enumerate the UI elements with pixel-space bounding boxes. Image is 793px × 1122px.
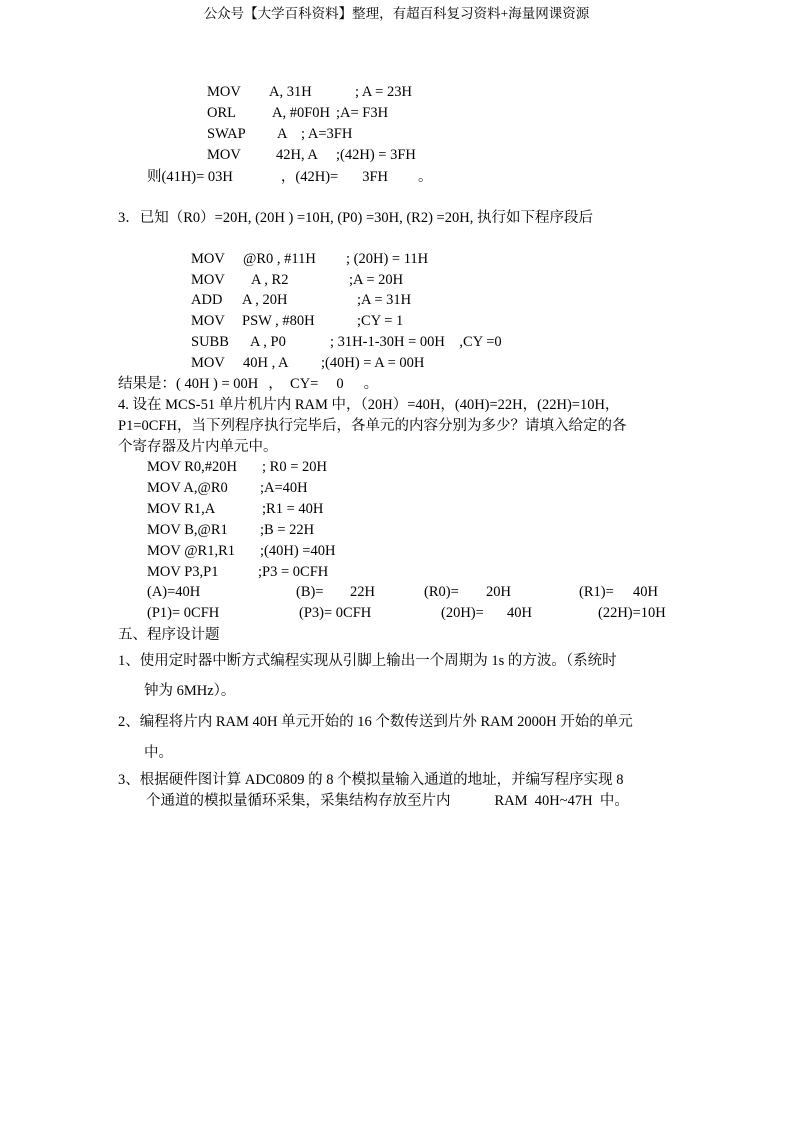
code-instr: MOV P3,P1 <box>147 564 219 580</box>
code-arg: A , P0 <box>250 334 286 350</box>
section5-item3-line2: 个通道的模拟量循环采集，采集结构存放至片内 RAM 40H~47H 中。 <box>146 793 629 809</box>
code-op: SWAP <box>207 126 246 142</box>
code-instr: MOV @R1,R1 <box>147 543 236 559</box>
code-comment: ;A = 20H <box>349 272 404 288</box>
code-op: MOV <box>207 147 241 163</box>
answer-r1-value: 40H <box>633 584 658 600</box>
section5-item1-line2: 钟为 6MHz）。 <box>144 683 236 699</box>
code-op: MOV <box>207 84 241 100</box>
code-comment: ;(42H) = 3FH <box>336 147 416 163</box>
q3-text: 3．已知（R0）=20H, (20H ) =10H, (P0) =30H, (R2) =20H, 执行如下程序段后 <box>118 210 593 226</box>
answer-22h: (22H)=10H <box>598 605 666 621</box>
code-comment: ; 31H-1-30H = 00H ,CY =0 <box>330 334 502 350</box>
answer-a: (A)=40H <box>147 584 201 600</box>
code-comment: ;A = 31H <box>357 292 412 308</box>
code-arg: A, 31H <box>269 84 312 100</box>
code-comment: ; A=3FH <box>301 126 353 142</box>
section5-item3-line1: 3、根据硬件图计算 ADC0809 的 8 个模拟量输入通道的地址，并编写程序实现 8 <box>118 772 624 788</box>
code-comment: ;B = 22H <box>260 522 315 538</box>
code-instr: MOV B,@R1 <box>147 522 228 538</box>
block1-result: 则(41H)= 03H ，(42H)= 3FH 。 <box>147 169 433 185</box>
code-op: MOV <box>191 272 225 288</box>
code-comment: ;CY = 1 <box>357 313 404 329</box>
q4-text-line2: P1=0CFH，当下列程序执行完毕后，各单元的内容分别为多少？请填入给定的各 <box>118 418 627 434</box>
section5-title: 五、程序设计题 <box>118 627 220 643</box>
code-arg: PSW , #80H <box>242 313 315 329</box>
answer-r1-label: (R1)= <box>579 584 614 600</box>
answer-b-value: 22H <box>350 584 375 600</box>
code-op: SUBB <box>191 334 229 350</box>
code-op: MOV <box>191 355 225 371</box>
answer-r0-value: 20H <box>486 584 511 600</box>
q4-text-line3: 个寄存器及片内单元中。 <box>118 439 278 455</box>
answer-p3: (P3)= 0CFH <box>299 605 372 621</box>
q4-text-line1: 4. 设在 MCS-51 单片机片内 RAM 中，（20H）=40H，(40H)=22H，(22H)=10H， <box>118 397 620 413</box>
code-arg: 40H , A <box>243 355 289 371</box>
code-op: MOV <box>191 313 225 329</box>
answer-r0-label: (R0)= <box>424 584 459 600</box>
code-op: ADD <box>191 292 223 308</box>
code-arg: A <box>277 126 288 142</box>
code-comment: ; (20H) = 11H <box>346 251 429 267</box>
code-arg: A, #0F0H <box>272 105 331 121</box>
answer-b-label: (B)= <box>296 584 324 600</box>
code-comment: ;A= F3H <box>336 105 389 121</box>
code-comment: ;R1 = 40H <box>262 501 324 517</box>
code-arg: 42H, A <box>276 147 318 163</box>
code-comment: ;(40H) =40H <box>260 543 336 559</box>
page-header: 公众号【大学百科资料】整理，有超百科复习资料+海量网课资源 <box>203 6 590 21</box>
section5-item2-line2: 中。 <box>144 745 173 761</box>
code-op: ORL <box>207 105 236 121</box>
section5-item1-line1: 1、使用定时器中断方式编程实现从引脚上输出一个周期为 1s 的方波。（系统时 <box>118 653 617 669</box>
code-comment: ;A=40H <box>260 480 308 496</box>
answer-20h-label: (20H)= <box>441 605 484 621</box>
answer-p1: (P1)= 0CFH <box>147 605 220 621</box>
code-arg: @R0 , #11H <box>243 251 316 267</box>
code-comment: ;(40H) = A = 00H <box>321 355 425 371</box>
answer-20h-value: 40H <box>507 605 532 621</box>
q3-result: 结果是：( 40H ) = 00H ， CY= 0 。 <box>118 376 379 392</box>
code-arg: A , R2 <box>251 272 289 288</box>
code-comment: ; A = 23H <box>355 84 412 100</box>
code-instr: MOV R1,A <box>147 501 216 517</box>
code-arg: A , 20H <box>242 292 288 308</box>
code-comment: ; R0 = 20H <box>262 459 327 475</box>
section5-item2-line1: 2、编程将片内 RAM 40H 单元开始的 16 个数传送到片外 RAM 2000H 开始的单元 <box>118 714 633 730</box>
code-instr: MOV R0,#20H <box>147 459 237 475</box>
code-op: MOV <box>191 251 225 267</box>
code-comment: ;P3 = 0CFH <box>258 564 329 580</box>
code-instr: MOV A,@R0 <box>147 480 228 496</box>
